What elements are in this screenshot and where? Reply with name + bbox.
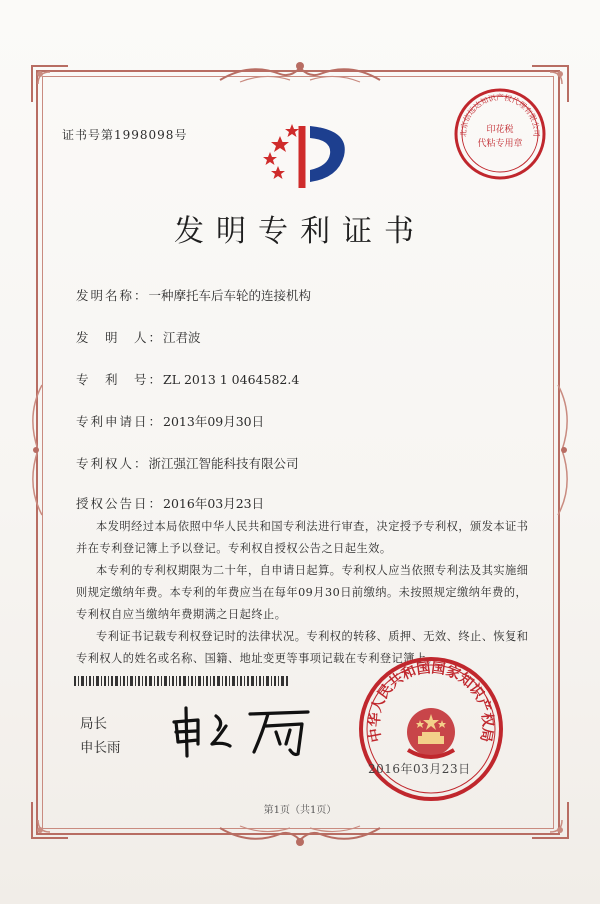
inventor-value: 江君波 [163, 330, 201, 345]
paragraph-3-line-1: 专利证书记载专利权登记时的法律状况。专利权的转移、质押、无效、终止、恢复和 [96, 630, 529, 643]
tax-stamp-line2: 代粘专用章 [477, 139, 523, 149]
inventor-label: 发 明 人： [76, 330, 164, 345]
field-patentee [76, 454, 299, 472]
left-ornament-icon [24, 380, 48, 520]
paragraph-2-line-3: 专利权自应当缴纳年费期满之日起终止。 [76, 608, 287, 621]
paragraph-1-line-2: 并在专利登记簿上予以登记。专利权自授权公告之日起生效。 [76, 542, 392, 555]
bottom-ornament-icon [210, 820, 390, 850]
official-seal-arc-text: 中华人民共和国国家知识产权局 [366, 660, 496, 744]
director-title: 局长 [80, 716, 107, 732]
page-number: 第1页（共1页） [263, 805, 337, 816]
certificate-number: 证书号第1998098号 [62, 128, 188, 142]
national-emblem-icon [407, 708, 455, 757]
body-paragraphs [76, 516, 529, 670]
grant-date-value: 2016年03月23日 [163, 496, 265, 511]
tax-stamp-seal-icon [452, 86, 548, 182]
paragraph-2-line-1: 本专利的专利权期限为二十年，自申请日起算。专利权人应当依照专利法及其实施细 [96, 564, 529, 577]
field-inventor [76, 328, 201, 346]
invention-name-label: 发明名称： [76, 288, 149, 303]
signature-icon [168, 704, 318, 760]
director-name: 申长雨 [80, 740, 121, 756]
top-ornament-icon [210, 58, 390, 88]
paragraph-1-line-1: 本发明经过本局依照中华人民共和国专利法进行审查，决定授予专利权，颁发本证书 [96, 520, 529, 533]
tax-stamp-line1: 印花税 [486, 125, 514, 135]
grant-date-label: 授权公告日： [76, 496, 164, 511]
tax-stamp-arc-text: 北京信远达知识产权代理有限公司 [458, 93, 542, 138]
paragraph-3-line-2: 专利权人的姓名或名称、国籍、地址变更等事项记载在专利登记簿上。 [76, 652, 439, 665]
field-filing-date [76, 412, 264, 430]
patentee-label: 专利权人： [76, 456, 149, 471]
field-grant-date [76, 494, 264, 512]
right-ornament-icon [552, 380, 576, 520]
patent-number-value: ZL 2013 1 0464582.4 [163, 372, 300, 387]
cnipa-logo-icon [258, 116, 358, 198]
page-title: 发明专利证书 [174, 214, 426, 249]
barcode-icon [74, 676, 290, 686]
filing-date-label: 专利申请日： [76, 414, 164, 429]
field-invention-name [76, 286, 311, 304]
issue-date-stamp: 2016年03月23日 [368, 762, 471, 776]
invention-name-value: 一种摩托车后车轮的连接机构 [148, 288, 312, 303]
corner-ornament-top-left-icon [30, 64, 70, 104]
patent-number-label: 专 利 号： [76, 372, 164, 387]
cnipa-official-seal-icon [356, 654, 506, 804]
filing-date-value: 2013年09月30日 [163, 414, 265, 429]
patentee-value: 浙江强江智能科技有限公司 [148, 456, 299, 471]
field-patent-number [76, 370, 299, 388]
paragraph-2-line-2: 则规定缴纳年费。本专利的年费应当在每年09月30日前缴纳。未按照规定缴纳年费的， [76, 586, 528, 599]
